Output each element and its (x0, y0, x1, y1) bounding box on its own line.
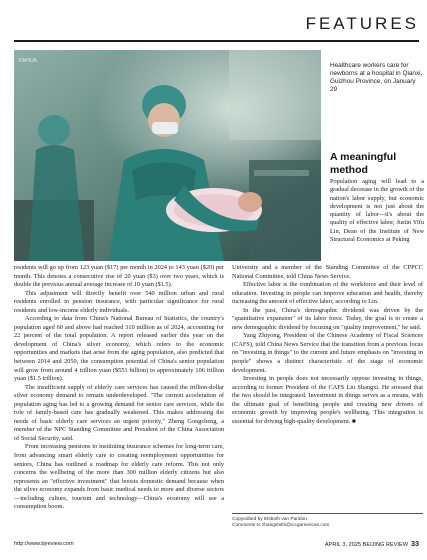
photo-watermark: XINHUA (18, 58, 37, 64)
paragraph: This adjustment will directly benefit over 540 million urban and rural residents enrolled in pension insurance, with particular significance for rural residents and low-income elderly individuals. (14, 289, 224, 314)
feature-photo (14, 50, 321, 261)
credit-divider (232, 513, 423, 514)
paragraph: Effective labor is the combination of the workforce and their level of education. Investing in people can improve education and health, thereby increasing the amount of effective labor, according to Lin. (232, 281, 423, 306)
header-rule (14, 40, 419, 42)
paragraph: Yang Zhiyong, President of the Chinese Academy of Fiscal Sciences (CAFS), told China News Service that the transition from a previous focus on "investing in things" to the current and future emphasis on "investing in people" shows a distinct characteristic of the stage of economic development. (232, 332, 423, 374)
footer-url[interactable]: http://www.bjreview.com (14, 541, 74, 547)
paragraph: According to data from China's National Bureau of Statistics, the country's population aged 60 and above had reached 310 million as of 2024, accounting for 22 percent of the total population. A report released earlier this year on the development of China's silver economy, which refers to the economic opportunities and markets that arise from the aging population, also predicted that between 2014 and 2050, the consumption potential of China's senior population will grow from around 4 trillion yuan ($551 billion) to approximately 106 trillion yuan ($1.5 trillion). (14, 315, 224, 383)
page-number: 33 (411, 539, 419, 548)
paragraph: University and a member of the Standing Committee of the CPPCC National Committee, told China News Service. (232, 264, 423, 280)
issue-line: APRIL 3, 2025 BEIJING REVIEW (324, 542, 408, 548)
paragraph: From increasing pensions to instituting insurance schemes for long-term care, from advancing smart elderly care to creating reemployment opportunities for seniors, China has outlined a roadmap for elderly care reform. This not only concerns the wellbeing of the more than 300 million elderly citizens but also represents an "effective investment" that boosts domestic demand because when the silver economy expands from basic medical needs to more and diverse sectors—including culture, tourism and technology—China's economy will see a consumption boom. (14, 443, 224, 511)
photo-caption: Healthcare workers care for newborns at a hospital in Qianxi, Guizhou Province, on January 29 (330, 62, 423, 93)
sidebar-title: A meaningful method (330, 151, 397, 176)
paragraph: The insufficient supply of elderly care services has caused the trillion-dollar silver economy demand to remain underdeveloped. "The current acceleration of population aging has led to a growing demand for senior care services, while the role of family-based care has gradually weakened. This makes addressing the needs of basic elderly care services an urgent priority," Zheng Gongcheng, a member of the NPC Standing Committee and President of the China Association of Social Security, said. (14, 383, 224, 442)
sidebar-body: Population aging will lead to a gradual decrease in the growth of the nation's labor supply, but economic development is not just about the quantity of labor—it's about the quality of effective labor, Justin Yifu Lin, Dean of the Institute of New Structural Economics at Peking (330, 178, 424, 244)
footer-issue (325, 539, 419, 548)
left-column (14, 264, 224, 512)
paragraph: In the past, China's demographic dividend was driven by the "quantitative expansion" of its labor force. Today, the goal is to create a new demographic dividend by focusing on "quality improvement," he said. (232, 306, 423, 331)
paragraph: residents will go up from 123 yuan ($17) per month in 2024 to 143 yuan ($20) per month. This denotes a consecutive rise of 20 yuan ($3) over two years, which is double the previous annual average increase of 10 yuan ($1.5). (14, 264, 224, 289)
paragraph: Investing in people does not necessarily oppose investing in things, according to former President of the CAFS Liu Shangxi. He stressed that the two should be integrated. Investment in things serves as a means, with the ultimate goal of benefiting people and creating new drivers of economic growth by improving people's wellbeing. This integration is essential for driving high-quality development. ■ (232, 375, 423, 425)
credit-block (232, 517, 423, 529)
section-title: FEATURES (305, 14, 419, 33)
copyeditor-credit: Copyedited by Elsbeth van Paridon (232, 517, 307, 522)
right-column (232, 264, 423, 426)
comments-email: Comments to zhangshithi@cicgamericas.com (232, 523, 330, 528)
